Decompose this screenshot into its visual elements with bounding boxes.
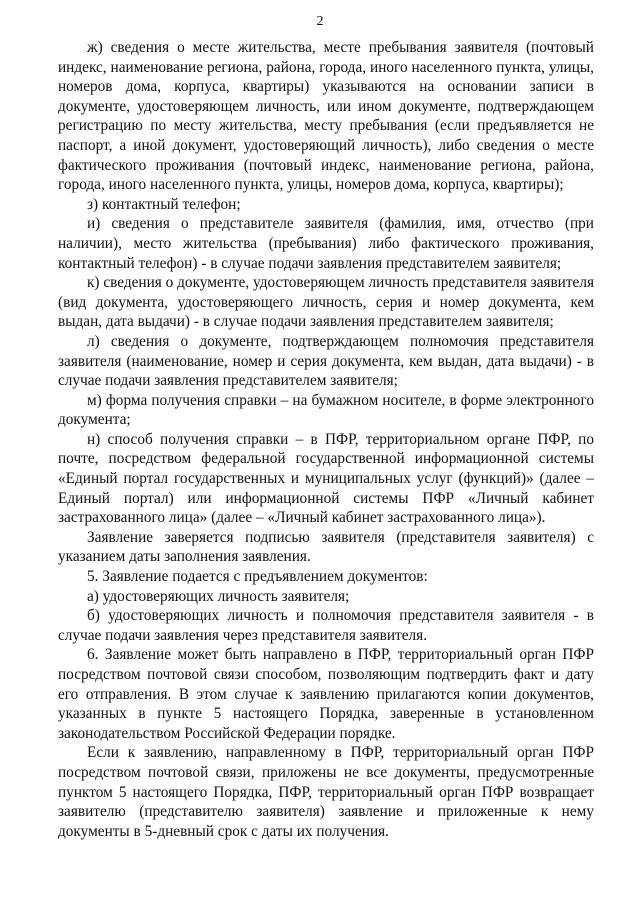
paragraph-section-5: 5. Заявление подается с предъявлением документов: [87, 568, 428, 586]
paragraph-zh-residence: ж) сведения о месте жительства, месте пребывания заявителя (почтовый индекс, наименование региона, района, города, иного населенного пункта, улицы, номеров дома, корпуса, квартиры) указываются на основании записи в документе, удостоверяющем личность, или ином документе, подтверждающем регистрацию по месту жительства, месту пребывания (если предъявляется не паспорт, а иной документ, удостоверяющий личность), либо сведения о месте фактического проживания (почтовый индекс, наименование региона, района, города, иного населенного пункта, улицы, номеров дома, корпуса, квартиры); [58, 39, 594, 194]
paragraph-l-authority-document: л) сведения о документе, подтверждающем полномочия представителя заявителя (наименование, номер и серия документа, кем выдан, дата выдачи) - в случае подачи заявления представителем заявителя; [58, 332, 594, 390]
document-body [58, 38, 594, 841]
paragraph-section-6: 6. Заявление может быть направлено в ПФР, территориальный орган ПФР посредством почтовой связи способом, позволяющим подтвердить факт и дату его отправления. В этом случае к заявлению прилагаются копии документов, указанных в пункте 5 настоящего Порядка, заверенные в установленном законодательством Российской Федерации порядке. [58, 646, 594, 742]
paragraph-signature: Заявление заверяется подписью заявителя (представителя заявителя) с указанием даты заполнения заявления. [58, 528, 594, 566]
paragraph-k-representative-id: к) сведения о документе, удостоверяющем личность представителя заявителя (вид документа, удостоверяющего личность, серия и номер документа, кем выдан, дата выдачи) - в случае подачи заявления представителем заявителя; [58, 274, 594, 331]
paragraph-n-receipt-method: н) способ получения справки – в ПФР, территориальном органе ПФР, по почте, посредством федеральной государственной информационной системы «Единый портал государственных и муниципальных услуг (функций)» (далее – Единый портал) или информационной системы ПФР «Личный кабинет застрахованного лица» (далее – «Личный кабинет застрахованного лица»). [58, 430, 594, 527]
paragraph-5a: а) удостоверяющих личность заявителя; [87, 587, 350, 605]
paragraph-5b: б) удостоверяющих личность и полномочия представителя заявителя - в случае подачи заявления через представителя заявителя. [58, 607, 594, 644]
page-number: 2 [316, 14, 324, 29]
paragraph-m-receipt-form: м) форма получения справки – на бумажном носителе, в форме электронного документа; [58, 391, 594, 429]
paragraph-return-documents: Если к заявлению, направленному в ПФР, территориальный орган ПФР посредством почтовой связи, приложены не все документы, предусмотренные пунктом 5 настоящего Порядка, ПФР, территориальный орган ПФР возвращает заявителю (представителю заявителя) заявление и приложенные к нему документы в 5-дневный срок с даты их получения. [58, 744, 594, 840]
paragraph-z-phone: з) контактный телефон; [87, 195, 241, 213]
paragraph-i-representative: и) сведения о представителе заявителя (фамилия, имя, отчество (при наличии), место жительства (пребывания) либо фактического проживания, контактный телефон) - в случае подачи заявления представителем заявителя; [58, 215, 594, 272]
